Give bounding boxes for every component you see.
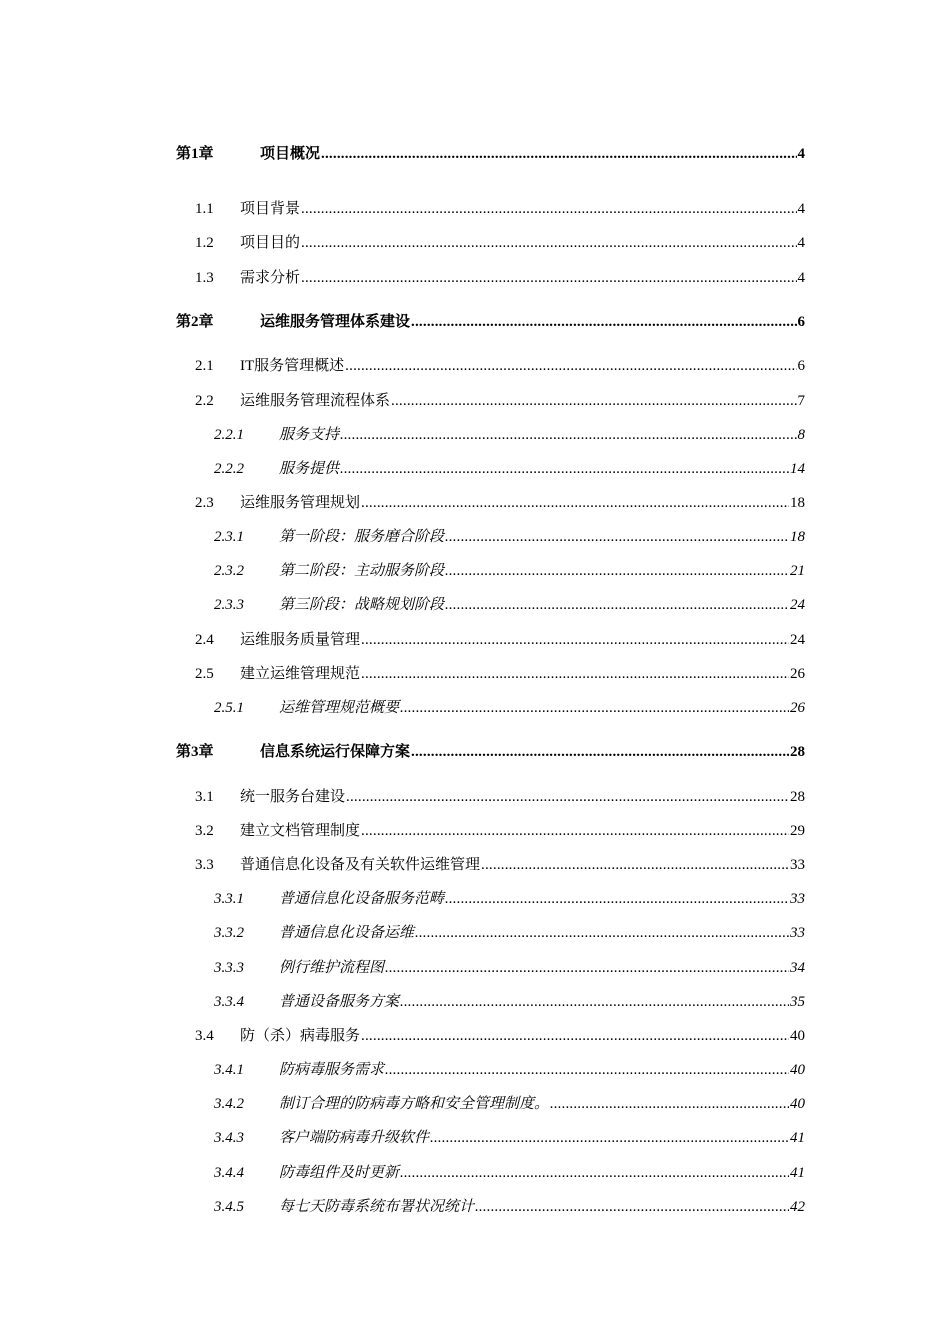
toc-entry-3-3[interactable] [195,855,805,875]
toc-entry-3[interactable] [176,742,805,762]
toc-entry-page-number: 24 [790,632,805,648]
toc-dot-leader [400,992,789,1012]
toc-entry-title: 信息系统运行保障方案 [260,744,411,760]
toc-entry-title: 服务提供 [279,461,340,477]
toc-entry-2-5[interactable] [195,664,805,684]
toc-entry-title: 项目概况 [260,146,321,162]
toc-dot-leader [361,493,789,513]
toc-dot-leader [346,787,789,807]
toc-entry-2-4[interactable] [195,630,805,650]
toc-entry-page-number: 24 [790,597,805,613]
toc-entry-2-2-1[interactable] [214,425,805,445]
toc-dot-leader [301,268,796,288]
toc-entry-3-4-1[interactable] [214,1060,805,1080]
toc-entry-title: 运维服务质量管理 [240,632,361,648]
toc-dot-leader [550,1094,789,1114]
toc-entry-page-number: 18 [790,529,805,545]
toc-entry-3-3-3[interactable] [214,958,805,978]
toc-entry-number: 3.3 [195,857,214,873]
toc-entry-number: 2.1 [195,358,214,374]
toc-dot-leader [385,958,789,978]
toc-dot-leader [301,199,796,219]
toc-entry-number: 2.5 [195,666,214,682]
toc-entry-number: 3.3.3 [214,960,244,976]
toc-entry-page-number: 6 [797,358,805,374]
toc-entry-page-number: 29 [790,823,805,839]
toc-entry-number: 3.4.5 [214,1199,244,1215]
toc-entry-number: 3.3.2 [214,925,244,941]
toc-entry-2-5-1[interactable] [214,698,805,718]
toc-dot-leader [400,698,789,718]
toc-dot-leader [391,391,796,411]
toc-entry-title: 普通设备服务方案 [279,994,400,1010]
toc-entry-3-4[interactable] [195,1026,805,1046]
toc-dot-leader [400,1163,789,1183]
toc-entry-page-number: 4 [797,270,805,286]
toc-entry-page-number: 34 [790,960,805,976]
toc-dot-leader [411,742,789,762]
toc-entry-page-number: 40 [790,1062,805,1078]
toc-entry-3-3-1[interactable] [214,889,805,909]
toc-entry-number: 2.2.1 [214,427,244,443]
toc-entry-title: 运维管理规范概要 [279,700,400,716]
toc-entry-title: 运维服务管理流程体系 [240,393,391,409]
toc-entry-title: 普通信息化设备服务范畴 [279,891,445,907]
toc-entry-number: 2.2 [195,393,214,409]
toc-entry-title: 防病毒服务需求 [279,1062,385,1078]
toc-entry-number: 3.4.2 [214,1096,244,1112]
toc-dot-leader [385,1060,789,1080]
toc-entry-number: 3.4 [195,1028,214,1044]
toc-entry-3-2[interactable] [195,821,805,841]
toc-entry-number: 1.3 [195,270,214,286]
toc-entry-page-number: 41 [790,1130,805,1146]
toc-dot-leader [445,889,789,909]
toc-entry-3-4-5[interactable] [214,1197,805,1217]
toc-entry-title: 客户端防病毒升级软件 [279,1130,430,1146]
toc-entry-page-number: 28 [790,744,805,760]
toc-dot-leader [340,459,789,479]
toc-entry-page-number: 33 [790,857,805,873]
toc-entry-2-3-1[interactable] [214,527,805,547]
toc-entry-title: 第一阶段：服务磨合阶段 [279,529,445,545]
toc-dot-leader [361,1026,789,1046]
toc-entry-number: 2.5.1 [214,700,244,716]
toc-entry-number: 3.1 [195,789,214,805]
toc-entry-title: 运维服务管理体系建设 [260,314,411,330]
toc-dot-leader [340,425,796,445]
toc-entry-3-1[interactable] [195,787,805,807]
toc-entry-3-4-2[interactable] [214,1094,805,1114]
toc-dot-leader [345,356,796,376]
toc-entry-page-number: 4 [797,235,805,251]
toc-entry-number: 第3章 [176,744,214,760]
toc-dot-leader [445,561,789,581]
toc-entry-title: 例行维护流程图 [279,960,385,976]
toc-entry-number: 3.4.1 [214,1062,244,1078]
toc-entry-2-3[interactable] [195,493,805,513]
toc-entry-number: 2.2.2 [214,461,244,477]
toc-entry-title: 统一服务台建设 [240,789,346,805]
toc-dot-leader [301,233,796,253]
toc-entry-page-number: 35 [790,994,805,1010]
toc-entry-page-number: 8 [797,427,805,443]
toc-dot-leader [430,1128,789,1148]
toc-entry-2-1[interactable] [195,356,805,376]
toc-entry-title: 普通信息化设备及有关软件运维管理 [240,857,481,873]
toc-entry-number: 2.3.3 [214,597,244,613]
toc-entry-title: 运维服务管理规划 [240,495,361,511]
toc-entry-title: 制订合理的防病毒方略和安全管理制度。 [279,1096,550,1112]
toc-dot-leader [445,595,789,615]
toc-entry-title: 第三阶段：战略规划阶段 [279,597,445,613]
toc-entry-3-4-3[interactable] [214,1128,805,1148]
toc-entry-page-number: 41 [790,1165,805,1181]
toc-entry-2-3-2[interactable] [214,561,805,581]
toc-entry-number: 2.3 [195,495,214,511]
toc-entry-number: 第1章 [176,146,214,162]
toc-entry-1-2[interactable] [195,233,805,253]
toc-entry-page-number: 14 [790,461,805,477]
toc-entry-page-number: 21 [790,563,805,579]
toc-entry-title: 项目背景 [240,201,301,217]
toc-dot-leader [361,821,789,841]
toc-entry-page-number: 28 [790,789,805,805]
toc-entry-number: 3.4.3 [214,1130,244,1146]
toc-entry-1-3[interactable] [195,268,805,288]
toc-entry-3-3-2[interactable] [214,923,805,943]
toc-entry-title: 普通信息化设备运维 [279,925,415,941]
toc-entry-title: IT服务管理概述 [240,358,345,374]
toc-entry-page-number: 33 [790,925,805,941]
toc-entry-2-3-3[interactable] [214,595,805,615]
toc-dot-leader [481,855,789,875]
toc-entry-page-number: 6 [797,314,805,330]
toc-entry-page-number: 18 [790,495,805,511]
toc-entry-number: 2.4 [195,632,214,648]
toc-entry-3-3-4[interactable] [214,992,805,1012]
toc-entry-number: 2.3.2 [214,563,244,579]
toc-entry-title: 建立运维管理规范 [240,666,361,682]
toc-entry-title: 防毒组件及时更新 [279,1165,400,1181]
toc-entry-page-number: 4 [797,201,805,217]
toc-entry-number: 3.2 [195,823,214,839]
toc-dot-leader [475,1197,789,1217]
toc-entry-number: 3.3.4 [214,994,244,1010]
toc-dot-leader [321,144,796,164]
toc-entry-number: 2.3.1 [214,529,244,545]
toc-entry-page-number: 26 [790,666,805,682]
toc-entry-title: 项目目的 [240,235,301,251]
toc-entry-page-number: 40 [790,1028,805,1044]
toc-entry-2-2[interactable] [195,391,805,411]
toc-dot-leader [415,923,789,943]
toc-entry-number: 1.1 [195,201,214,217]
toc-entry-page-number: 7 [797,393,805,409]
toc-entry-1[interactable] [176,144,805,164]
toc-entry-1-1[interactable] [195,199,805,219]
toc-entry-number: 1.2 [195,235,214,251]
toc-entry-title: 需求分析 [240,270,301,286]
toc-entry-page-number: 42 [790,1199,805,1215]
toc-entry-title: 每七天防毒系统布署状况统计 [279,1199,475,1215]
toc-entry-page-number: 40 [790,1096,805,1112]
toc-entry-2[interactable] [176,312,805,332]
toc-dot-leader [361,664,789,684]
toc-entry-title: 服务支持 [279,427,340,443]
toc-entry-title: 第二阶段：主动服务阶段 [279,563,445,579]
toc-entry-number: 3.4.4 [214,1165,244,1181]
toc-entry-3-4-4[interactable] [214,1163,805,1183]
toc-dot-leader [411,312,796,332]
toc-entry-2-2-2[interactable] [214,459,805,479]
toc-entry-title: 防（杀）病毒服务 [240,1028,361,1044]
toc-entry-page-number: 4 [797,146,805,162]
toc-entry-title: 建立文档管理制度 [240,823,361,839]
toc-entry-page-number: 33 [790,891,805,907]
toc-dot-leader [361,630,789,650]
toc-entry-page-number: 26 [790,700,805,716]
toc-entry-number: 3.3.1 [214,891,244,907]
toc-entry-number: 第2章 [176,314,214,330]
toc-dot-leader [445,527,789,547]
